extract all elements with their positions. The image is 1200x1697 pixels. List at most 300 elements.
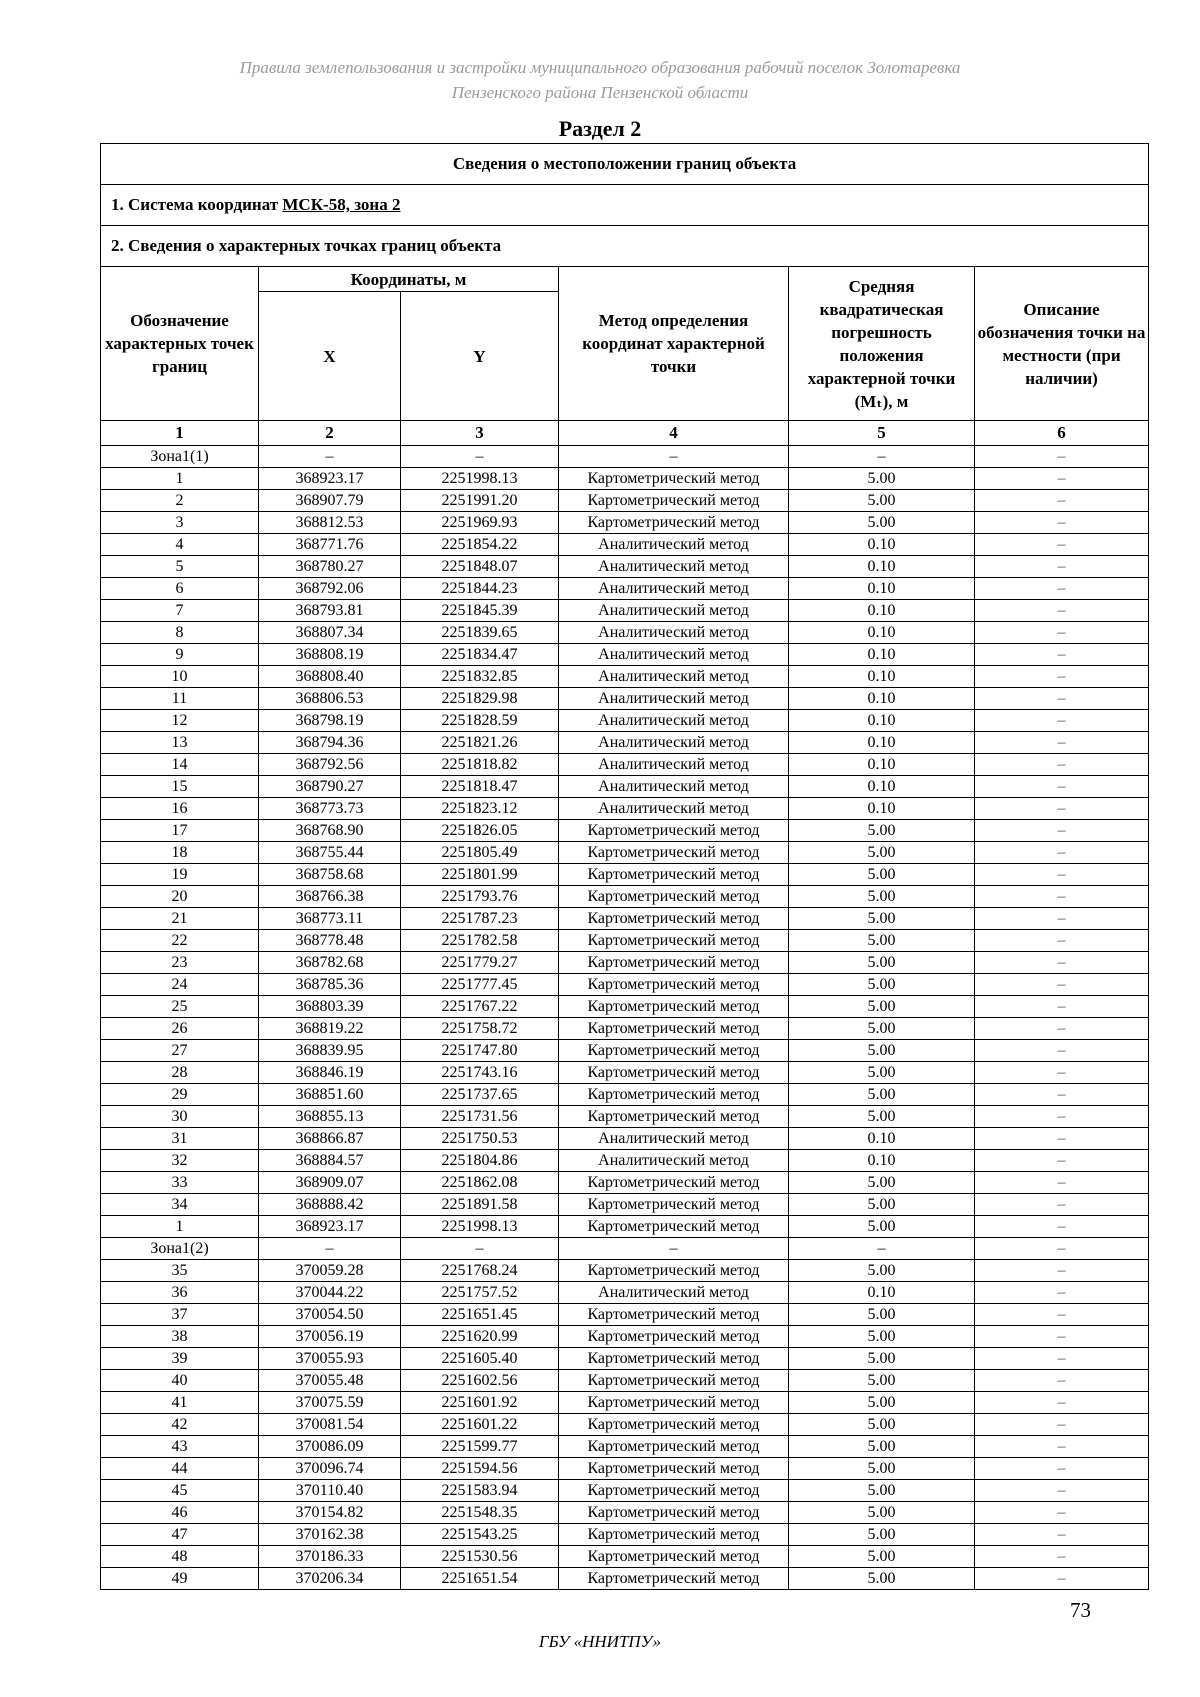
error-cell: 5.00 [789, 1018, 975, 1040]
y-cell: 2251998.13 [401, 468, 559, 490]
description-cell: – [975, 820, 1149, 842]
header-point-designation: Обозначение характерных точек границ [101, 267, 259, 421]
point-id-cell: 16 [101, 798, 259, 820]
point-id-cell: 2 [101, 490, 259, 512]
table-row [101, 1216, 1149, 1238]
method-cell: Аналитический метод [559, 688, 789, 710]
table-row [101, 1546, 1149, 1568]
point-id-cell: 3 [101, 512, 259, 534]
description-cell: – [975, 556, 1149, 578]
x-cell: 368790.27 [259, 776, 401, 798]
error-cell: 5.00 [789, 864, 975, 886]
x-cell: 368793.81 [259, 600, 401, 622]
y-cell: 2251844.23 [401, 578, 559, 600]
error-cell: 0.10 [789, 578, 975, 600]
point-id-cell: 38 [101, 1326, 259, 1348]
description-cell: – [975, 1128, 1149, 1150]
running-header-line1: Правила землепользования и застройки муниципального образования рабочий поселок Золотаревка [239, 58, 961, 77]
method-cell: Картометрический метод [559, 1194, 789, 1216]
method-cell: Картометрический метод [559, 952, 789, 974]
x-cell: 368758.68 [259, 864, 401, 886]
point-id-cell: 29 [101, 1084, 259, 1106]
y-cell: 2251818.47 [401, 776, 559, 798]
point-id-cell: 48 [101, 1546, 259, 1568]
point-id-cell: 33 [101, 1172, 259, 1194]
y-cell: 2251801.99 [401, 864, 559, 886]
method-cell: Аналитический метод [559, 1150, 789, 1172]
x-cell: 368808.40 [259, 666, 401, 688]
description-cell: – [975, 710, 1149, 732]
description-cell: – [975, 1326, 1149, 1348]
point-id-cell: 40 [101, 1370, 259, 1392]
description-cell: – [975, 1304, 1149, 1326]
column-number: 5 [789, 421, 975, 446]
x-cell: – [259, 446, 401, 468]
method-cell: Аналитический метод [559, 666, 789, 688]
y-cell: 2251804.86 [401, 1150, 559, 1172]
table-row [101, 930, 1149, 952]
table-row [101, 1304, 1149, 1326]
table-row [101, 578, 1149, 600]
y-cell: 2251548.35 [401, 1502, 559, 1524]
point-id-cell: 22 [101, 930, 259, 952]
table-row [101, 710, 1149, 732]
table-row [101, 1238, 1149, 1260]
error-cell: 5.00 [789, 1194, 975, 1216]
error-cell: 5.00 [789, 974, 975, 996]
section-title: Раздел 2 [558, 116, 642, 141]
error-cell: 0.10 [789, 1282, 975, 1304]
point-id-cell: 21 [101, 908, 259, 930]
table-row [101, 1436, 1149, 1458]
method-cell: Аналитический метод [559, 798, 789, 820]
error-cell: 5.00 [789, 1480, 975, 1502]
x-cell: 368807.34 [259, 622, 401, 644]
x-cell: 368884.57 [259, 1150, 401, 1172]
point-id-cell: 9 [101, 644, 259, 666]
method-cell: Картометрический метод [559, 512, 789, 534]
x-cell: 370056.19 [259, 1326, 401, 1348]
y-cell: 2251543.25 [401, 1524, 559, 1546]
y-cell: 2251651.45 [401, 1304, 559, 1326]
x-cell: 370055.48 [259, 1370, 401, 1392]
table-row [101, 1326, 1149, 1348]
x-cell: 370044.22 [259, 1282, 401, 1304]
description-cell: – [975, 600, 1149, 622]
error-cell: 5.00 [789, 1106, 975, 1128]
y-cell: 2251829.98 [401, 688, 559, 710]
method-cell: Картометрический метод [559, 490, 789, 512]
column-number: 4 [559, 421, 789, 446]
method-cell: Аналитический метод [559, 710, 789, 732]
error-cell: 5.00 [789, 996, 975, 1018]
description-cell: – [975, 468, 1149, 490]
method-cell: Аналитический метод [559, 732, 789, 754]
x-cell: 368792.56 [259, 754, 401, 776]
point-id-cell: 26 [101, 1018, 259, 1040]
table-row [101, 1194, 1149, 1216]
y-cell: 2251793.76 [401, 886, 559, 908]
error-cell: 5.00 [789, 886, 975, 908]
point-id-cell: 49 [101, 1568, 259, 1590]
method-cell: Картометрический метод [559, 1524, 789, 1546]
error-cell: 0.10 [789, 798, 975, 820]
description-cell: – [975, 864, 1149, 886]
y-cell: 2251601.92 [401, 1392, 559, 1414]
description-cell: – [975, 996, 1149, 1018]
error-cell: 0.10 [789, 688, 975, 710]
error-cell: 0.10 [789, 732, 975, 754]
table-row [101, 1150, 1149, 1172]
x-cell: 368782.68 [259, 952, 401, 974]
x-cell: 368923.17 [259, 468, 401, 490]
x-cell: 368866.87 [259, 1128, 401, 1150]
description-cell: – [975, 842, 1149, 864]
table-row [101, 1018, 1149, 1040]
method-cell: Картометрический метод [559, 1436, 789, 1458]
y-cell: 2251821.26 [401, 732, 559, 754]
method-cell: Картометрический метод [559, 1348, 789, 1370]
point-id-cell: 43 [101, 1436, 259, 1458]
description-cell: – [975, 1216, 1149, 1238]
description-cell: – [975, 446, 1149, 468]
table-row [101, 556, 1149, 578]
method-cell: Картометрический метод [559, 1062, 789, 1084]
method-cell: Картометрический метод [559, 1546, 789, 1568]
table-row [101, 1084, 1149, 1106]
description-cell: – [975, 1370, 1149, 1392]
error-cell: 5.00 [789, 1414, 975, 1436]
point-id-cell: 30 [101, 1106, 259, 1128]
error-cell: 5.00 [789, 1370, 975, 1392]
description-cell: – [975, 1348, 1149, 1370]
error-cell: 5.00 [789, 1546, 975, 1568]
description-cell: – [975, 1282, 1149, 1304]
x-cell: 368851.60 [259, 1084, 401, 1106]
x-cell: 368855.13 [259, 1106, 401, 1128]
table-row [101, 490, 1149, 512]
y-cell: 2251862.08 [401, 1172, 559, 1194]
method-cell: Картометрический метод [559, 1414, 789, 1436]
x-cell: 370186.33 [259, 1546, 401, 1568]
description-cell: – [975, 1260, 1149, 1282]
x-cell: 370162.38 [259, 1524, 401, 1546]
description-cell: – [975, 1436, 1149, 1458]
method-cell: Картометрический метод [559, 908, 789, 930]
y-cell: 2251747.80 [401, 1040, 559, 1062]
method-cell: Картометрический метод [559, 864, 789, 886]
description-cell: – [975, 666, 1149, 688]
description-cell: – [975, 622, 1149, 644]
method-cell: Картометрический метод [559, 1480, 789, 1502]
x-cell: 368803.39 [259, 996, 401, 1018]
method-cell: Аналитический метод [559, 578, 789, 600]
error-cell: 5.00 [789, 1260, 975, 1282]
point-id-cell: 45 [101, 1480, 259, 1502]
point-id-cell: 1 [101, 1216, 259, 1238]
point-id-cell: 15 [101, 776, 259, 798]
table-row [101, 1348, 1149, 1370]
y-cell: 2251651.54 [401, 1568, 559, 1590]
error-cell: 5.00 [789, 1326, 975, 1348]
table-row [101, 1502, 1149, 1524]
header-coordinates: Координаты, м [259, 267, 559, 292]
point-id-cell: 19 [101, 864, 259, 886]
description-cell: – [975, 1062, 1149, 1084]
x-cell: 368923.17 [259, 1216, 401, 1238]
y-cell: 2251768.24 [401, 1260, 559, 1282]
error-cell: 0.10 [789, 710, 975, 732]
error-cell: 0.10 [789, 600, 975, 622]
y-cell: 2251826.05 [401, 820, 559, 842]
y-cell: 2251782.58 [401, 930, 559, 952]
header-x: X [259, 292, 401, 421]
x-cell: 370154.82 [259, 1502, 401, 1524]
header-description: Описание обозначения точки на местности (при наличии) [975, 267, 1149, 421]
description-cell: – [975, 1084, 1149, 1106]
x-cell: 370059.28 [259, 1260, 401, 1282]
point-id-cell: 14 [101, 754, 259, 776]
point-id-cell: 46 [101, 1502, 259, 1524]
table-row [101, 1128, 1149, 1150]
point-id-cell: 34 [101, 1194, 259, 1216]
error-cell: 5.00 [789, 1216, 975, 1238]
description-cell: – [975, 1238, 1149, 1260]
method-cell: Аналитический метод [559, 556, 789, 578]
description-cell: – [975, 688, 1149, 710]
description-cell: – [975, 886, 1149, 908]
point-id-cell: 10 [101, 666, 259, 688]
table-row [101, 512, 1149, 534]
header-error: Средняя квадратическая погрешность положения характерной точки (Mₜ), м [789, 267, 975, 421]
table-row [101, 600, 1149, 622]
table-row [101, 776, 1149, 798]
method-cell: Картометрический метод [559, 1304, 789, 1326]
method-cell: Картометрический метод [559, 1084, 789, 1106]
column-number: 6 [975, 421, 1149, 446]
x-cell: – [259, 1238, 401, 1260]
error-cell: 5.00 [789, 1062, 975, 1084]
y-cell: 2251848.07 [401, 556, 559, 578]
y-cell: 2251530.56 [401, 1546, 559, 1568]
description-cell: – [975, 1502, 1149, 1524]
error-cell: 5.00 [789, 1084, 975, 1106]
description-cell: – [975, 534, 1149, 556]
description-cell: – [975, 754, 1149, 776]
point-id-cell: 6 [101, 578, 259, 600]
y-cell: – [401, 446, 559, 468]
method-cell: Картометрический метод [559, 1370, 789, 1392]
point-id-cell: 27 [101, 1040, 259, 1062]
table-row [101, 1392, 1149, 1414]
point-id-cell: 8 [101, 622, 259, 644]
description-cell: – [975, 490, 1149, 512]
table-row [101, 732, 1149, 754]
x-cell: 368819.22 [259, 1018, 401, 1040]
error-cell: 0.10 [789, 666, 975, 688]
running-header-line2: Пензенского района Пензенской области [451, 83, 749, 102]
table-row [101, 534, 1149, 556]
table-row [101, 1040, 1149, 1062]
error-cell: 0.10 [789, 534, 975, 556]
point-id-cell: 11 [101, 688, 259, 710]
point-id-cell: 47 [101, 1524, 259, 1546]
point-id-cell: 25 [101, 996, 259, 1018]
x-cell: 368909.07 [259, 1172, 401, 1194]
y-cell: 2251605.40 [401, 1348, 559, 1370]
description-cell: – [975, 1546, 1149, 1568]
x-cell: 368766.38 [259, 886, 401, 908]
description-cell: – [975, 578, 1149, 600]
table-row [101, 1106, 1149, 1128]
x-cell: 368771.76 [259, 534, 401, 556]
x-cell: 368768.90 [259, 820, 401, 842]
x-cell: 368773.73 [259, 798, 401, 820]
table-row [101, 820, 1149, 842]
point-id-cell: 41 [101, 1392, 259, 1414]
method-cell: Аналитический метод [559, 1282, 789, 1304]
description-cell: – [975, 644, 1149, 666]
y-cell: 2251620.99 [401, 1326, 559, 1348]
error-cell: 0.10 [789, 644, 975, 666]
y-cell: 2251601.22 [401, 1414, 559, 1436]
table-row [101, 1480, 1149, 1502]
x-cell: 368806.53 [259, 688, 401, 710]
table-row [101, 468, 1149, 490]
table-row [101, 1524, 1149, 1546]
table-row [101, 1260, 1149, 1282]
description-cell: – [975, 1106, 1149, 1128]
method-cell: Картометрический метод [559, 1568, 789, 1590]
table-row [101, 622, 1149, 644]
description-cell: – [975, 930, 1149, 952]
y-cell: 2251737.65 [401, 1084, 559, 1106]
point-id-cell: 35 [101, 1260, 259, 1282]
description-cell: – [975, 1392, 1149, 1414]
description-cell: – [975, 1150, 1149, 1172]
y-cell: 2251757.52 [401, 1282, 559, 1304]
method-cell: Картометрический метод [559, 468, 789, 490]
method-cell: Картометрический метод [559, 1502, 789, 1524]
y-cell: 2251750.53 [401, 1128, 559, 1150]
point-id-cell: 23 [101, 952, 259, 974]
point-id-cell: 39 [101, 1348, 259, 1370]
error-cell: 0.10 [789, 776, 975, 798]
point-id-cell: 17 [101, 820, 259, 842]
method-cell: Картометрический метод [559, 1018, 789, 1040]
description-cell: – [975, 1458, 1149, 1480]
y-cell: 2251823.12 [401, 798, 559, 820]
description-cell: – [975, 1172, 1149, 1194]
y-cell: 2251991.20 [401, 490, 559, 512]
table-row [101, 1062, 1149, 1084]
point-id-cell: 1 [101, 468, 259, 490]
table-row [101, 644, 1149, 666]
table-row [101, 754, 1149, 776]
y-cell: 2251743.16 [401, 1062, 559, 1084]
table-row [101, 1458, 1149, 1480]
point-id-cell: 37 [101, 1304, 259, 1326]
x-cell: 370055.93 [259, 1348, 401, 1370]
error-cell: 5.00 [789, 820, 975, 842]
x-cell: 370086.09 [259, 1436, 401, 1458]
x-cell: 368785.36 [259, 974, 401, 996]
x-cell: 368798.19 [259, 710, 401, 732]
point-id-cell: Зона1(1) [101, 446, 259, 468]
method-cell: Картометрический метод [559, 1040, 789, 1062]
method-cell: Картометрический метод [559, 930, 789, 952]
x-cell: 368792.06 [259, 578, 401, 600]
point-id-cell: 13 [101, 732, 259, 754]
column-number: 2 [259, 421, 401, 446]
y-cell: 2251602.56 [401, 1370, 559, 1392]
y-cell: 2251758.72 [401, 1018, 559, 1040]
method-cell: Картометрический метод [559, 1458, 789, 1480]
y-cell: 2251731.56 [401, 1106, 559, 1128]
description-cell: – [975, 1568, 1149, 1590]
error-cell: 5.00 [789, 1040, 975, 1062]
y-cell: 2251787.23 [401, 908, 559, 930]
table-row [101, 1172, 1149, 1194]
y-cell: 2251845.39 [401, 600, 559, 622]
error-cell: 0.10 [789, 622, 975, 644]
method-cell: Картометрический метод [559, 1106, 789, 1128]
point-id-cell: 7 [101, 600, 259, 622]
page-number: 73 [1070, 1598, 1091, 1622]
x-cell: 368808.19 [259, 644, 401, 666]
table-row [101, 886, 1149, 908]
coordinate-system-label: 1. Система координат [111, 195, 283, 214]
table-row [101, 1414, 1149, 1436]
error-cell: 5.00 [789, 1348, 975, 1370]
method-cell: – [559, 1238, 789, 1260]
point-id-cell: 24 [101, 974, 259, 996]
error-cell: – [789, 1238, 975, 1260]
point-id-cell: 4 [101, 534, 259, 556]
y-cell: 2251777.45 [401, 974, 559, 996]
point-id-cell: 36 [101, 1282, 259, 1304]
y-cell: 2251779.27 [401, 952, 559, 974]
x-cell: 368778.48 [259, 930, 401, 952]
method-cell: Аналитический метод [559, 1128, 789, 1150]
error-cell: 5.00 [789, 952, 975, 974]
y-cell: 2251818.82 [401, 754, 559, 776]
table-row [101, 688, 1149, 710]
method-cell: Аналитический метод [559, 754, 789, 776]
y-cell: 2251854.22 [401, 534, 559, 556]
error-cell: 0.10 [789, 754, 975, 776]
method-cell: Картометрический метод [559, 820, 789, 842]
description-cell: – [975, 952, 1149, 974]
method-cell: Картометрический метод [559, 1260, 789, 1282]
error-cell: 5.00 [789, 512, 975, 534]
table-row [101, 798, 1149, 820]
y-cell: 2251839.65 [401, 622, 559, 644]
y-cell: 2251834.47 [401, 644, 559, 666]
y-cell: 2251998.13 [401, 1216, 559, 1238]
y-cell: 2251594.56 [401, 1458, 559, 1480]
method-cell: Аналитический метод [559, 534, 789, 556]
x-cell: 368888.42 [259, 1194, 401, 1216]
description-cell: – [975, 512, 1149, 534]
table-title: Сведения о местоположении границ объекта [101, 144, 1149, 185]
table-row [101, 908, 1149, 930]
error-cell: 0.10 [789, 556, 975, 578]
method-cell: Картометрический метод [559, 1326, 789, 1348]
coordinate-system-row [101, 185, 1149, 226]
column-number: 1 [101, 421, 259, 446]
error-cell: 5.00 [789, 1392, 975, 1414]
